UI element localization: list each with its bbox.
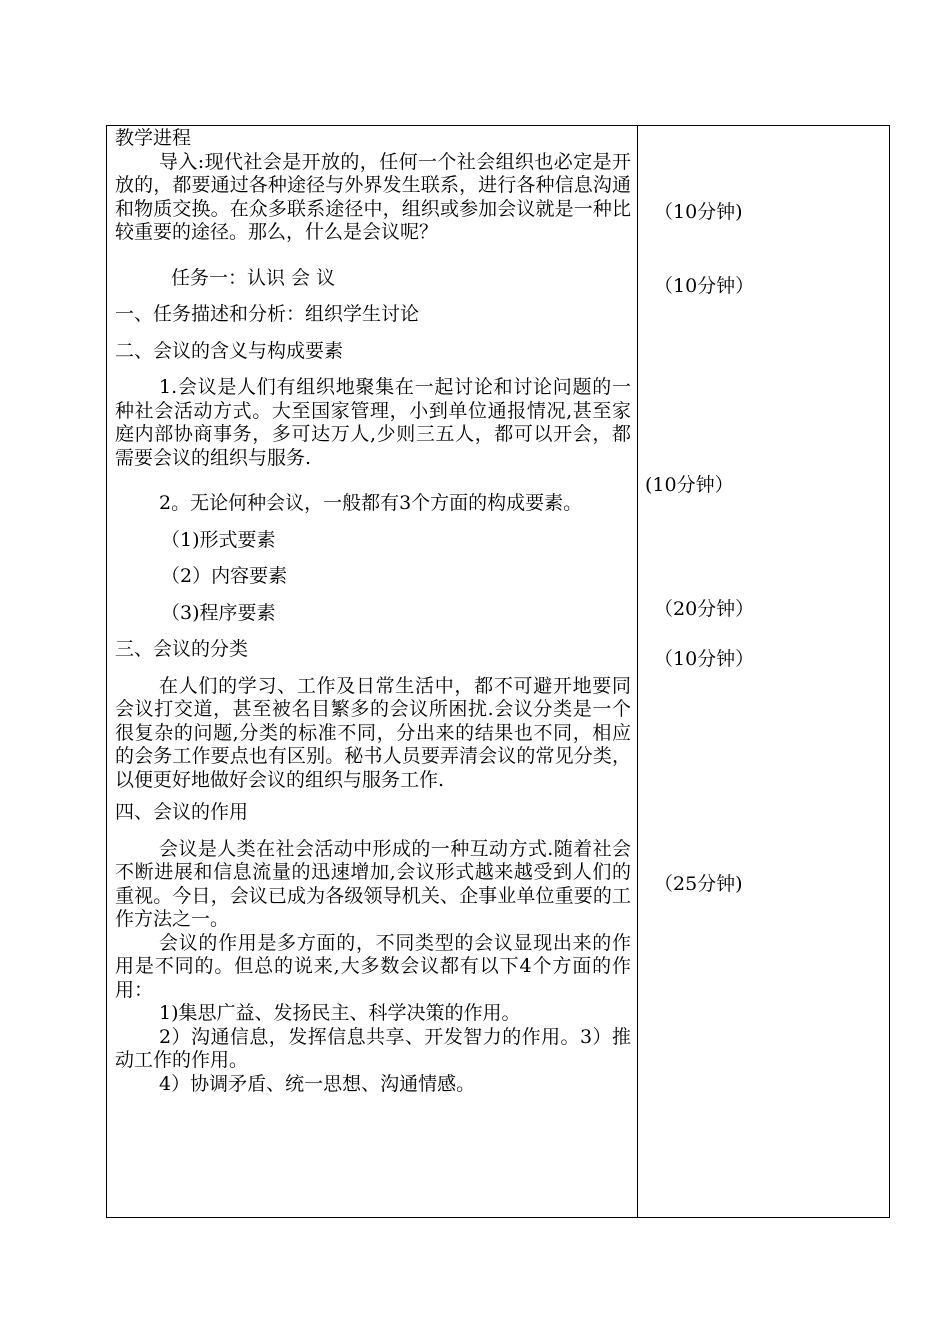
teaching-process-column	[115, 127, 631, 1096]
function-item-1: 1)集思广益、发扬民主、科学决策的作用。	[159, 1002, 521, 1024]
intro-paragraph: 导入:现代社会是开放的，任何一个社会组织也必定是开放的，都要通过各种途径与外界发生联系，进行各种信息沟通和物质交换。在众多联系途径中，组织或参加会议就是一种比较重要的途径。那么，什么是会议呢？	[115, 150, 631, 243]
section2-heading: 二、会议的含义与构成要素	[115, 339, 344, 362]
task1-title: 任务一：认识 会 议	[171, 266, 336, 289]
function-paragraph-2: 会议的作用是多方面的，不同类型的会议显现出来的作用是不同的。但总的说来,大多数会议都有以下4个方面的作用：	[115, 931, 631, 1001]
element-3: （3)程序要素	[161, 601, 276, 624]
section3-heading: 三、会议的分类	[115, 638, 249, 660]
section1-heading: 一、任务描述和分析：组织学生讨论	[115, 303, 420, 325]
duration-3: (10分钟）	[645, 474, 734, 496]
function-paragraph-1: 会议是人类在社会活动中形成的一种互动方式.随着社会不断进展和信息流量的迅速增加,会议形式越来越受到人们的重视。今日，会议已成为各级领导机关、企事业单位重要的工作方法之一。	[115, 837, 631, 930]
classification-paragraph: 在人们的学习、工作及日常生活中，都不可避开地要同会议打交道，甚至被名目繁多的会议所困扰.会议分类是一个很复杂的问题,分类的标准不同，分出来的结果也不同，相应的会务工作要点也有区别。秘书人员要弄清会议的常见分类，以便更好地做好会议的组织与服务工作.	[115, 674, 631, 791]
heading: 教学进程	[115, 127, 192, 149]
section4-heading: 四、会议的作用	[115, 801, 249, 823]
element-1: （1)形式要素	[161, 528, 276, 551]
elements-paragraph: 2。无论何种会议，一般都有3个方面的构成要素。	[159, 492, 583, 514]
time-column	[638, 125, 890, 1218]
function-item-2-3: 2）沟通信息，发挥信息共享、开发智力的作用。3）推动工作的作用。	[115, 1025, 631, 1071]
duration-5: （10分钟）	[654, 648, 755, 670]
duration-6: （25分钟)	[654, 873, 743, 895]
element-2: （2）内容要素	[161, 565, 288, 587]
duration-2: （10分钟）	[654, 275, 755, 297]
definition-paragraph: 1.会议是人们有组织地聚集在一起讨论和讨论问题的一种社会活动方式。大至国家管理，小到单位通报情况,甚至家庭内部协商事务，多可达万人,少则三五人，都可以开会，都需要会议的组织与服务.	[115, 376, 631, 469]
duration-4: （20分钟）	[654, 598, 755, 620]
duration-1: （10分钟)	[654, 201, 743, 223]
function-item-4: 4）协调矛盾、统一思想、沟通情感。	[159, 1072, 476, 1095]
